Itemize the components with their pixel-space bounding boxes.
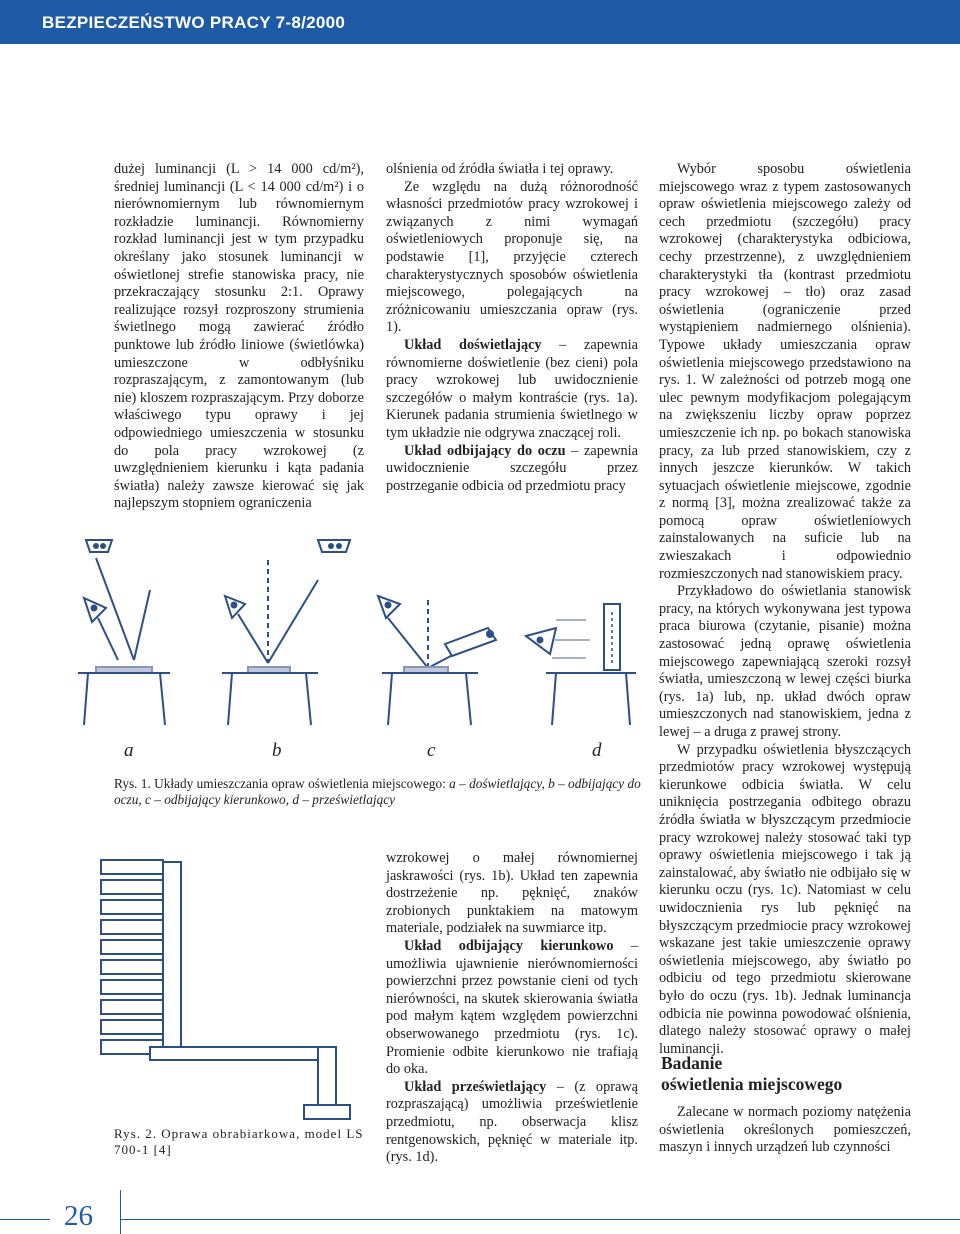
paragraph: dużej luminancji (L > 14 000 cd/m²), średniej luminancji (L < 14 000 cd/m²) i o nierównomiernym lub równomiernym rozkładzie luminancji. Równomierny rozkład luminancji jest w tym przypadku określany jako stosunek luminancji w oświetlonej strefie stanowiska pracy, nie przekraczający stosunku 2:1. Oprawy realizujące rozsył rozproszony strumienia świetlnego mogą zawierać źródło punktowe lub źródło liniowe (świetlówka) umieszczone w odbłyśniku rozpraszającym, z zamontowanym (lub nie) kloszem rozpraszającym. Przy doborze właściwego typu oprawy i jej odpowiedniego umieszczenia w stosunku do pola pracy wzrokowej (z uwzględnieniem kierunku i kąta padania światła) należy zawsze kierować się jak najlepszym stopniem ograniczenia bbox=[114, 161, 364, 512]
paragraph: Przykładowo do oświetlania stanowisk pracy, na których wykonywana jest typowa praca biurowa (czytanie, pisanie) można zastosować jedną oprawę oświetlenia miejscowego zapewniającą szeroki rozsył światła, umieszczoną w lewej części biurka (rys. 1a) lub, np. układ dwóch opraw umieszczonych nad stanowiskiem, jedna z lewej – a druga z prawej strony. bbox=[659, 583, 911, 740]
term-heading: Układ prześwietlający bbox=[404, 1078, 547, 1095]
footer-rule bbox=[120, 1190, 121, 1234]
table-legs bbox=[552, 673, 630, 725]
heading-line: Badanie bbox=[661, 1053, 723, 1073]
light-ray bbox=[238, 614, 268, 663]
figure-1-caption bbox=[114, 776, 644, 808]
heading-line: oświetlenia miejscowego bbox=[661, 1074, 843, 1094]
paragraph: Wybór sposobu oświetlenia miejscowego wraz z typem zastosowanych opraw oświetlenia miejscowego zależy od cech przedmiotu (szczegółu) pracy wzrokowej (charakterystyka odbiciowa, cechy przestrzenne), z uwzględnieniem charakterystyki tła (kontrast przedmiotu pracy wzrokowej – tło) oraz zasad oświetlenia (ograniczenie przed wystąpieniem nadmiernego olśnienia). Typowe układy umieszczania opraw oświetlenia miejscowego przedstawiono na rys. 1. W zależności od potrzeb mogą one ulec pewnym modyfikacjom polegającym na zwiększeniu liczby opraw poprzez umieszczenie ich np. po bokach stanowiska pracy, za lub przed stanowiskiem, czy z innych jeszcze kierunków. W takich sytuacjach oświetlenie miejscowe, zgodnie z normą [3], można zrealizować także za pomocą opraw oświetleniowych zainstalowanych na suficie lub na zwieszakach i odpowiednio rozmieszczonych nad stanowiskiem pracy. bbox=[659, 161, 911, 582]
paragraph-body: – (z oprawą rozpraszającą) umożliwia prześwietlenie przedmiotu, np. obserwacja klisz rentgenowskich, pęknięć w materiale itp. (rys. 1d). bbox=[386, 1078, 638, 1166]
paragraph: olśnienia od źródła światła i tej oprawy. bbox=[386, 161, 614, 177]
figure-label-c: c bbox=[427, 740, 436, 761]
figure-label-b: b bbox=[272, 740, 282, 761]
term-heading: Układ odbijający do oczu bbox=[404, 442, 566, 459]
footer-line-right bbox=[120, 1219, 960, 1220]
paragraph: Ze względu na dużą różnorodność własności przedmiotów pracy wzrokowej i związanych z nimi wymagań oświetleniowych proponuje się, na podstawie [1], przyjęcie czterech charakterystycznych sposobów oświetlenia miejscowego, polegających na zróżnicowaniu umieszczania opraw (rys. 1). bbox=[386, 178, 638, 336]
reflected-ray bbox=[268, 580, 318, 663]
paragraph-body: – zapewnia uwidocznienie szczegółu przez postrzeganie odbicia od przedmiotu pracy bbox=[386, 442, 638, 494]
paragraph: W przypadku oświetlenia błyszczących przedmiotów pracy wzrokowej występują kierunkowe odbicia światła. W celu uniknięcia postrzegania odbitego obrazu źródła światła w błyszczącym przedmiocie pracy wzrokowej należy stosować taki typ oprawy oświetlenia miejscowego i tak ją zainstalować, aby światło nie odbijało się w kierunku oczu (rys. 1c). Natomiast w celu uwidocznienia rys lub pęknięć na błyszczącym przedmiocie pracy wzrokowej wskazane jest takie umieszczenie oprawy oświetlenia miejscowego, aby światło po odbiciu od tego przedmiotu skierowane było do oczu (rys. 1b). Jednak luminancja odbicia nie powinna powodować olśnienia, dlatego należy stosować oprawy o małej luminancji. bbox=[659, 741, 911, 1057]
table-legs bbox=[388, 673, 471, 725]
caption-prefix: Rys. 1. Układy umieszczania opraw oświetlenia miejscowego: bbox=[114, 776, 450, 791]
light-ray bbox=[134, 590, 150, 660]
light-ray bbox=[388, 618, 428, 668]
footer-line-left bbox=[0, 1219, 50, 1220]
paragraph-body: – zapewnia równomierne doświetlenie (bez cieni) pola pracy wzrokowej lub uwidocznienie szczegółów o małym kontraście (rys. 1a). Kierunek padania strumienia świetlnego w tym układzie nie odgrywa znaczącej roli. bbox=[386, 336, 639, 441]
figure-2-machine-lamp bbox=[101, 860, 350, 1119]
figure-label-a: a bbox=[124, 740, 134, 761]
page-number: 26 bbox=[64, 1200, 93, 1232]
paragraph: wzrokowej o małej równomiernej jaskrawości (rys. 1b). Układ ten zapewnia dostrzeżenie np. pęknięć, znaków zrobionych punktakiem na matowym materiale, podziałek na suwmiarce itp. bbox=[386, 850, 638, 937]
journal-title: BEZPIECZEŃSTWO PRACY 7-8/2000 bbox=[42, 13, 346, 32]
light-ray bbox=[98, 618, 118, 660]
caption-text: a – doświetlający, b – odbijający do oczu, c – odbijający kierunkowo, d – prześwietlający bbox=[114, 776, 641, 807]
paragraph-body: – umożliwia ujawnienie nierównomierności powierzchni przez powstanie cieni od tych nierówności, na skutek skierowania światła pod małym kątem względem powierzchni obserwowanego przedmiotu (rys. 1c). Promienie odbite kierunkowo nie trafiają do oka. bbox=[386, 937, 638, 1078]
table-legs bbox=[84, 673, 165, 725]
figure-2-caption: Rys. 2. Oprawa obrabiarkowa, model LS 700-1 [4] bbox=[114, 1126, 364, 1157]
table-legs bbox=[228, 673, 311, 725]
paragraph: Zalecane w normach poziomy natężenia oświetlenia określonych pomieszczeń, maszyn i innych urządzeń lub czynności bbox=[659, 1104, 911, 1156]
term-heading: Układ odbijający kierunkowo bbox=[404, 937, 614, 954]
figure-label-d: d bbox=[592, 740, 602, 761]
term-heading: Układ doświetlający bbox=[404, 336, 542, 353]
